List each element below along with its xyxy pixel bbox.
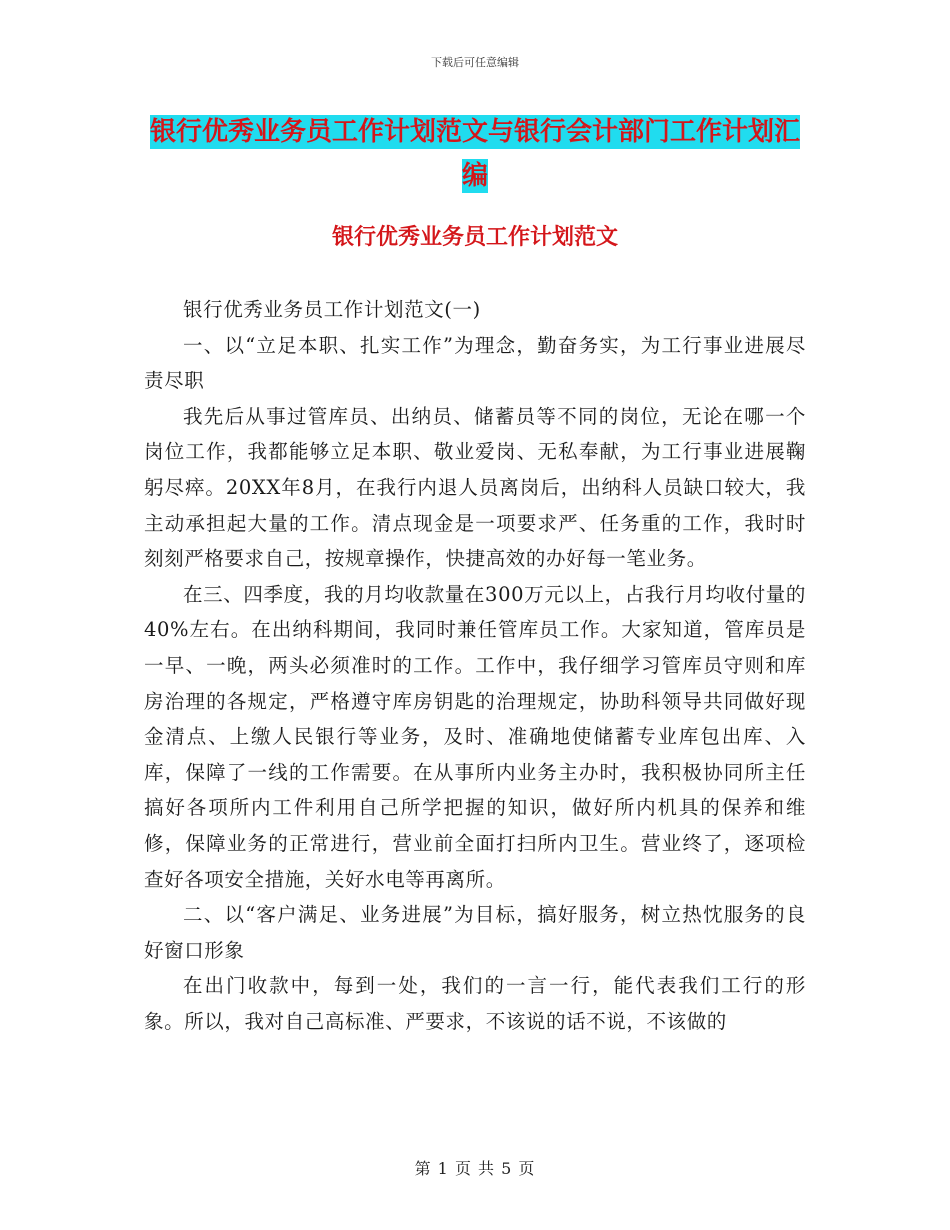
paragraph-subtitle: 银行优秀业务员工作计划范文(一) xyxy=(183,298,481,321)
document-body xyxy=(144,292,806,1039)
document-title-text: 银行优秀业务员工作计划范文与银行会计部门工作计划汇编 xyxy=(149,117,800,191)
document-title xyxy=(140,110,810,198)
header-note: 下载后可任意编辑 xyxy=(431,56,519,69)
page-number: 第 1 页 共 5 页 xyxy=(414,1159,536,1178)
paragraph: 在三、四季度，我的月均收款量在300万元以上，占我行月均收付量的40%左右。在出纳科期间，我同时兼任管库员工作。大家知道，管库员是一早、一晚，两头必须准时的工作。工作中，我仔细学习管库员守则和库房治理的各规定，严格遵守库房钥匙的治理规定，协助科领导共同做好现金清点、上缴人民银行等业务，及时、准确地使储蓄专业库包出库、入库，保障了一线的工作需要。在从事所内业务主办时，我积极协同所主任搞好各项所内工件利用自己所学把握的知识，做好所内机具的保养和维修，保障业务的正常进行，营业前全面打扫所内卫生。营业终了，逐项检查好各项安全措施，关好水电等再离所。 xyxy=(144,582,806,891)
paragraph: 在出门收款中，每到一处，我们的一言一行，能代表我们工行的形象。所以，我对自己高标准、严要求，不该说的话不说，不该做的 xyxy=(144,974,806,1033)
paragraph: 我先后从事过管库员、出纳员、储蓄员等不同的岗位，无论在哪一个岗位工作，我都能够立足本职、敬业爱岗、无私奉献，为工行事业进展鞠躬尽瘁。20XX年8月，在我行内退人员离岗后，出纳科人员缺口较大，我主动承担起大量的工作。清点现金是一项要求严、任务重的工作，我时时刻刻严格要求自己，按规章操作，快捷高效的办好每一笔业务。 xyxy=(144,404,806,571)
section-title: 银行优秀业务员工作计划范文 xyxy=(331,225,618,250)
paragraph-heading-2: 二、以“客户满足、业务进展”为目标，搞好服务，树立热忱服务的良好窗口形象 xyxy=(144,903,806,962)
paragraph-heading-1: 一、以“立足本职、扎实工作”为理念，勤奋务实，为工行事业进展尽责尽职 xyxy=(144,333,806,393)
